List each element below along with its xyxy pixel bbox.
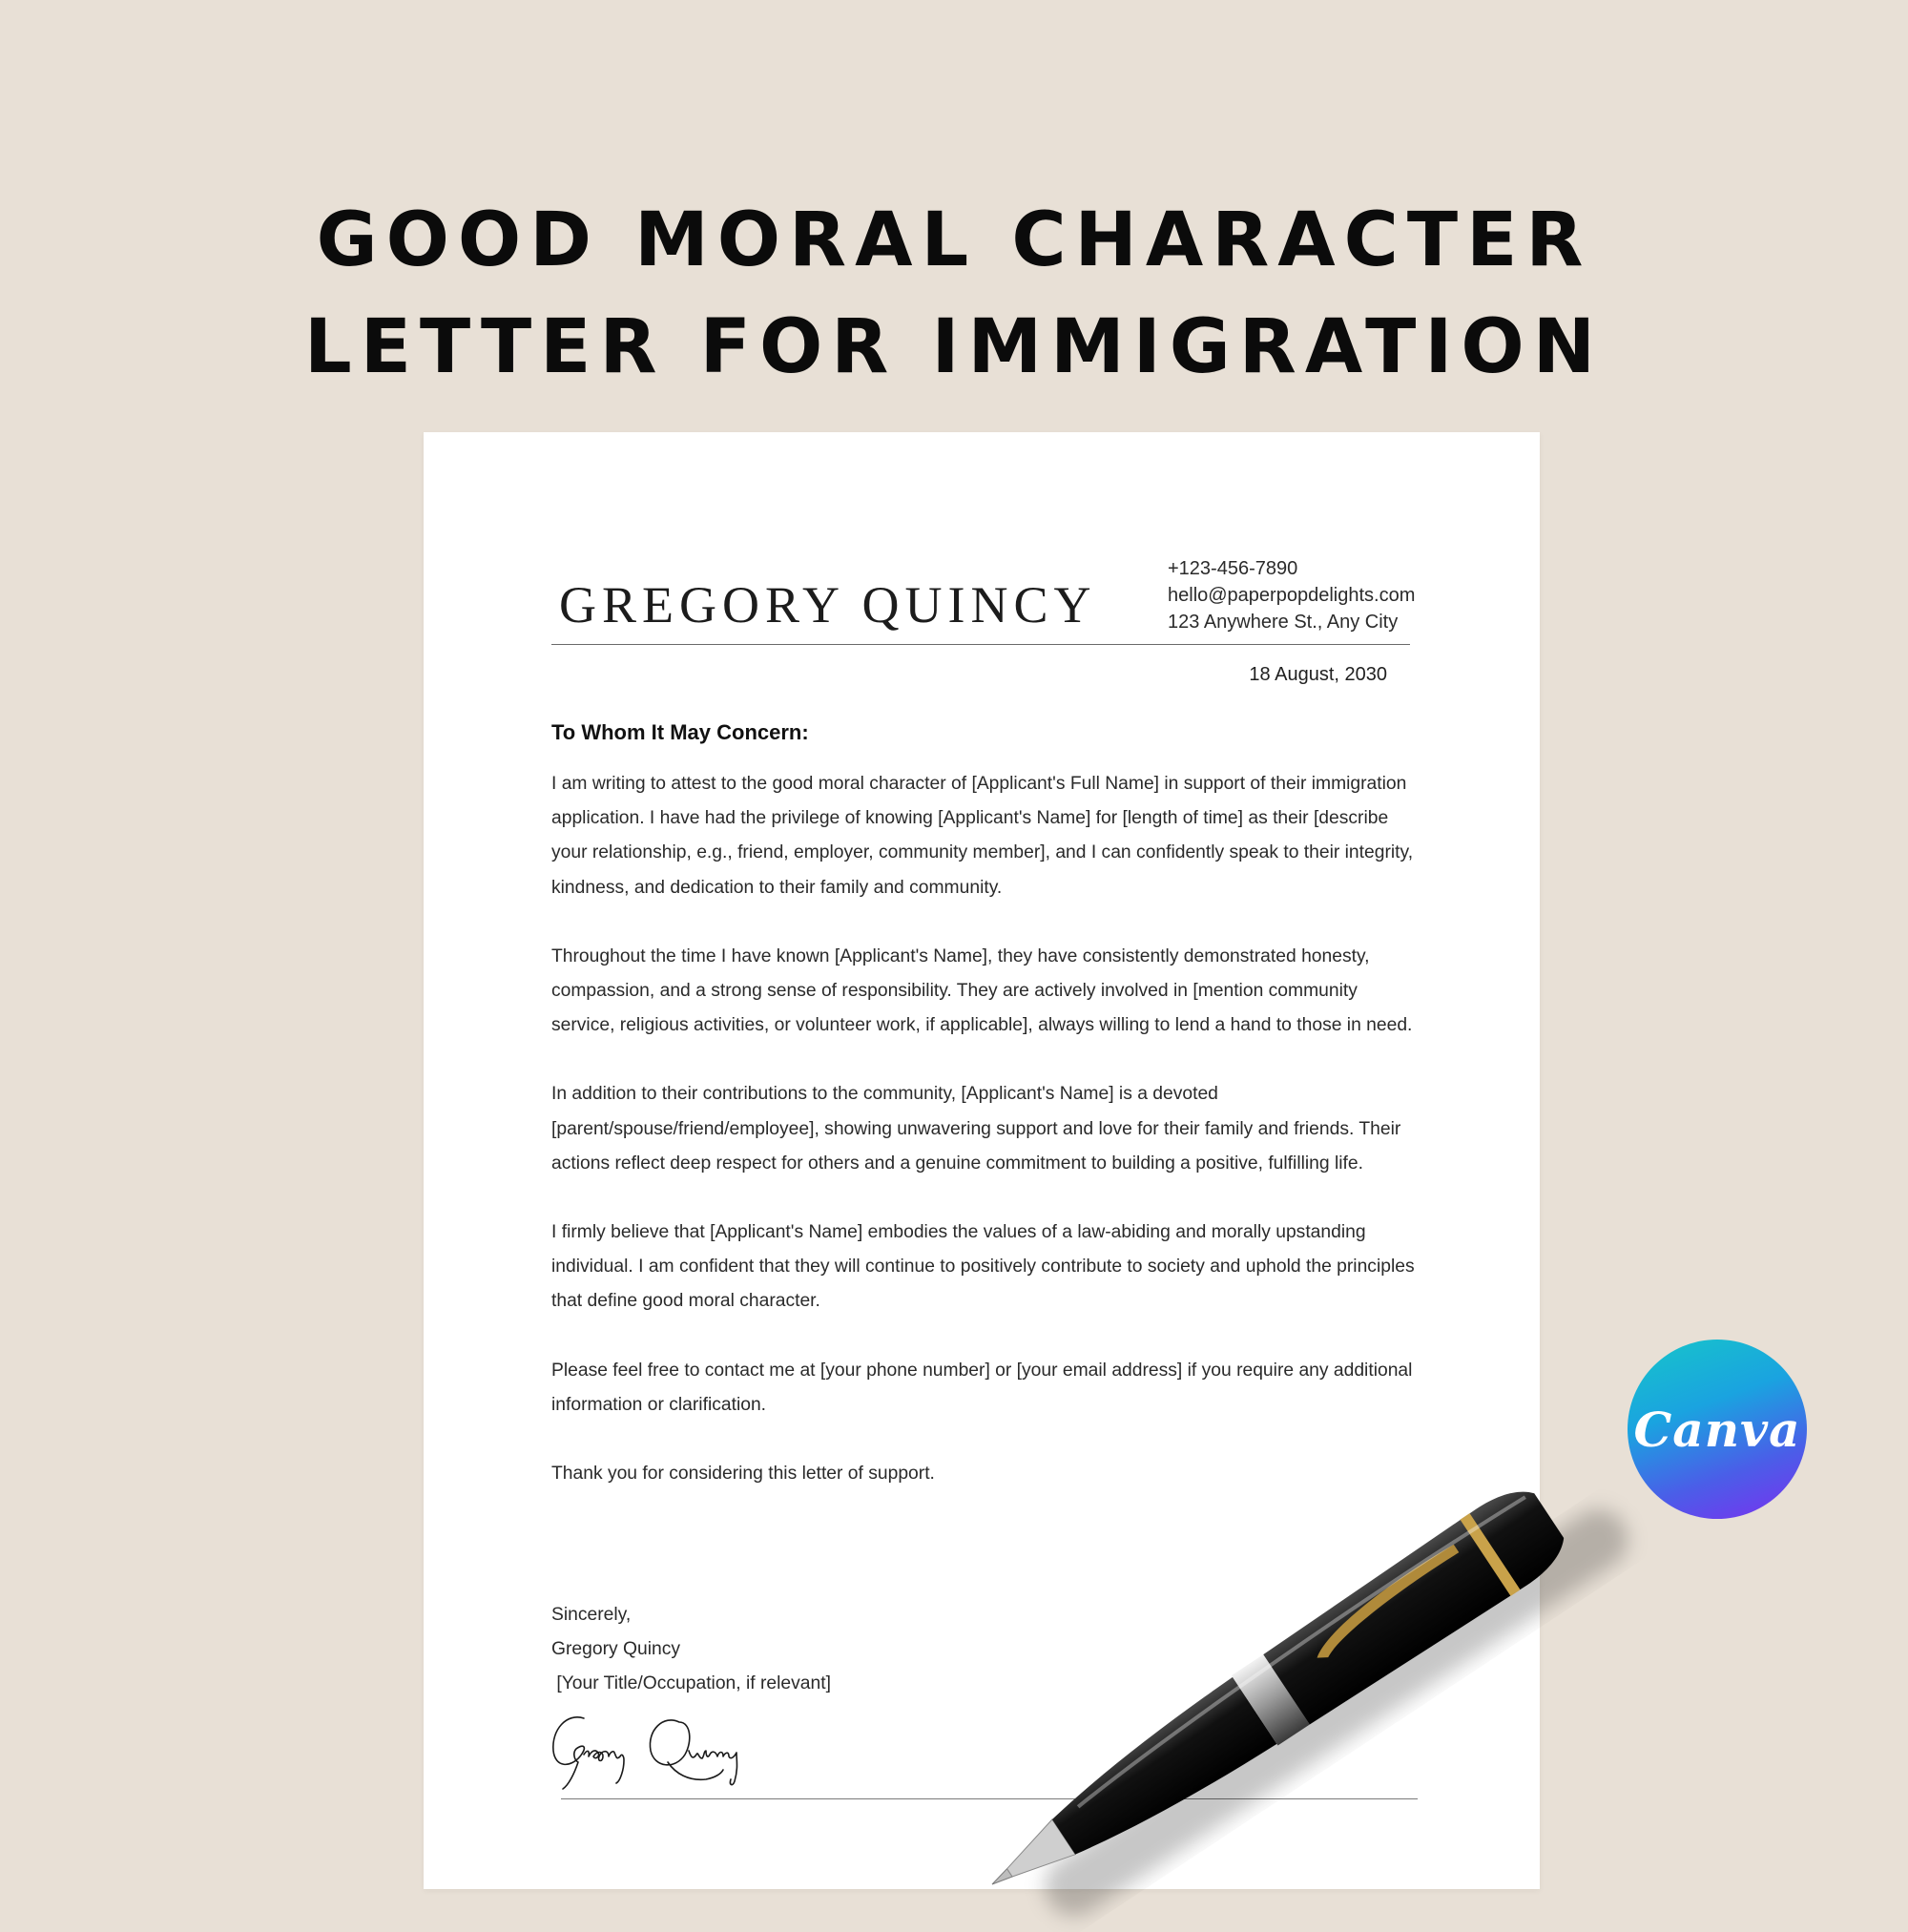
page-headline bbox=[0, 187, 1908, 401]
letter-page bbox=[424, 432, 1540, 1889]
letter-body bbox=[551, 767, 1415, 1526]
sender-name: GREGORY QUINCY bbox=[559, 576, 1097, 634]
salutation: To Whom It May Concern: bbox=[551, 720, 809, 744]
body-paragraph-2: Throughout the time I have known [Applicant's Name], they have consistently demonstrated honesty, compassion, and a strong sense of responsibility. They are actively involved in [mention community service, religious activities, or volunteer work, if applicable], always willing to lend a hand to those in need. bbox=[551, 945, 1413, 1036]
handwritten-signature bbox=[546, 1701, 784, 1797]
letter-date: 18 August, 2030 bbox=[1249, 664, 1387, 685]
body-paragraph-1: I am writing to attest to the good moral character of [Applicant's Full Name] in support of their immigration application. I have had the privilege of knowing [Applicant's Name] for [length of time] as their [describe your relationship, e.g., friend, employer, community member], and I can confidently speak to their integrity, kindness, and dedication to their family and community. bbox=[551, 774, 1414, 898]
body-paragraph-6: Thank you for considering this letter of support. bbox=[551, 1464, 935, 1485]
canva-logo-text: Canva bbox=[1633, 1401, 1801, 1458]
contact-block bbox=[1168, 555, 1415, 635]
signature-line bbox=[561, 1798, 1418, 1799]
signer-name: Gregory Quincy bbox=[551, 1639, 681, 1660]
header-divider bbox=[551, 644, 1410, 645]
contact-address: 123 Anywhere St., Any City bbox=[1168, 612, 1399, 633]
headline-line-2: LETTER FOR IMMIGRATION bbox=[304, 304, 1604, 390]
body-paragraph-5: Please feel free to contact me at [your phone number] or [your email address] if you require any additional information or clarification. bbox=[551, 1360, 1413, 1415]
valediction: Sincerely, bbox=[551, 1605, 632, 1625]
body-paragraph-4: I firmly believe that [Applicant's Name] embodies the values of a law-abiding and morally upstanding individual. I am confident that they will continue to positively contribute to society and uphold the principles that define good moral character. bbox=[551, 1222, 1415, 1312]
canva-logo bbox=[1628, 1340, 1807, 1519]
contact-email: hello@paperpopdelights.com bbox=[1168, 585, 1416, 606]
signer-title: [Your Title/Occupation, if relevant] bbox=[551, 1673, 831, 1694]
contact-phone: +123-456-7890 bbox=[1168, 558, 1298, 579]
closing-block bbox=[551, 1598, 831, 1702]
body-paragraph-3: In addition to their contributions to the community, [Applicant's Name] is a devoted [parent/spouse/friend/employee], showing unwavering support and love for their family and friends. Their actions reflect deep respect for others and a genuine commitment to building a positive, fulfilling life. bbox=[551, 1084, 1401, 1174]
headline-line-1: GOOD MORAL CHARACTER bbox=[316, 197, 1592, 283]
